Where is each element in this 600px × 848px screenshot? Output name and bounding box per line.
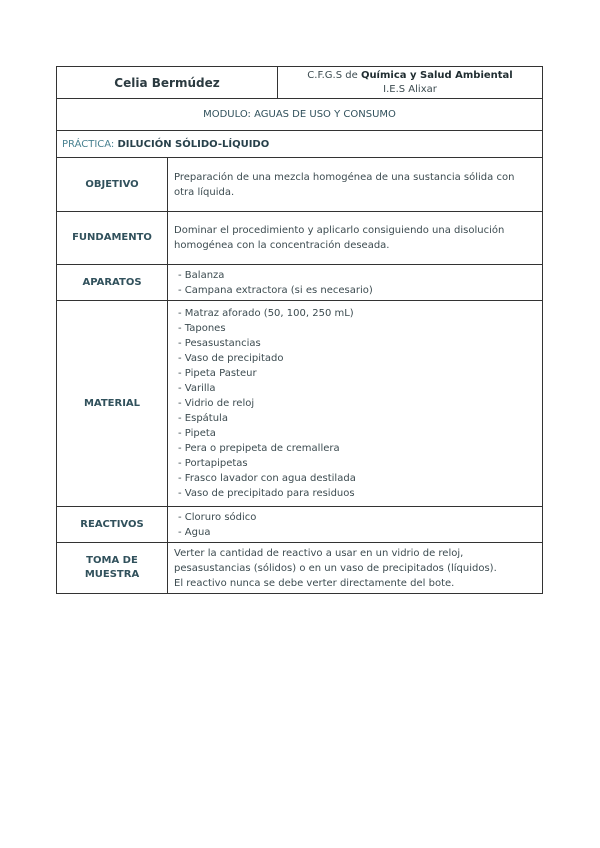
list-item: - Balanza [178, 268, 536, 283]
header-row [57, 67, 543, 99]
material-row [57, 301, 543, 507]
list-item: - Campana extractora (si es necesario) [178, 283, 536, 298]
material-label: MATERIAL [57, 301, 168, 507]
toma-text-line2: El reactivo nunca se debe verter directamente del bote. [174, 577, 455, 589]
material-list [174, 306, 536, 501]
list-item: - Pera o prepipeta de cremallera [178, 441, 536, 456]
course-prefix: C.F.G.S de [307, 69, 358, 81]
reactivos-row [57, 507, 543, 543]
reactivos-list-cell [168, 507, 543, 543]
toma-muestra-text [168, 543, 543, 594]
list-item: - Vidrio de reloj [178, 396, 536, 411]
list-item: - Frasco lavador con agua destilada [178, 471, 536, 486]
toma-text-line1: Verter la cantidad de reactivo a usar en un vidrio de reloj, pesasustancias (sólidos) o en un vaso de precipitados (líquidos). [174, 547, 497, 574]
module-row [57, 99, 543, 131]
list-item: - Portapipetas [178, 456, 536, 471]
aparatos-list [174, 268, 536, 298]
list-item: - Agua [178, 525, 536, 540]
objetivo-label: OBJETIVO [57, 158, 168, 212]
practica-row [57, 131, 543, 158]
toma-muestra-label [57, 543, 168, 594]
toma-muestra-row [57, 543, 543, 594]
list-item: - Cloruro sódico [178, 510, 536, 525]
objetivo-text: Preparación de una mezcla homogénea de una sustancia sólida con otra líquida. [168, 158, 543, 212]
fundamento-text: Dominar el procedimiento y aplicarlo consiguiendo una disolución homogénea con la concentración deseada. [168, 212, 543, 265]
list-item: - Espátula [178, 411, 536, 426]
list-item: - Pesasustancias [178, 336, 536, 351]
list-item: - Varilla [178, 381, 536, 396]
practice-table [56, 66, 543, 594]
practica-label: PRÁCTICA: [62, 138, 115, 150]
aparatos-list-cell [168, 265, 543, 301]
practice-sheet [56, 66, 542, 594]
fundamento-row [57, 212, 543, 265]
list-item: - Tapones [178, 321, 536, 336]
toma-label-line1: TOMA DE [86, 555, 138, 566]
aparatos-row [57, 265, 543, 301]
toma-label-line2: MUESTRA [84, 569, 140, 580]
aparatos-label: APARATOS [57, 265, 168, 301]
module-title: MODULO: AGUAS DE USO Y CONSUMO [57, 99, 543, 131]
list-item: - Pipeta [178, 426, 536, 441]
reactivos-list [174, 510, 536, 540]
school-name: I.E.S Alixar [383, 83, 437, 95]
reactivos-label: REACTIVOS [57, 507, 168, 543]
course-name: Química y Salud Ambiental [360, 69, 513, 81]
practica-name: DILUCIÓN SÓLIDO-LÍQUIDO [117, 138, 270, 150]
list-item: - Vaso de precipitado para residuos [178, 486, 536, 501]
course-info [278, 67, 543, 99]
list-item: - Vaso de precipitado [178, 351, 536, 366]
objetivo-row [57, 158, 543, 212]
course-line [278, 69, 542, 83]
list-item: - Matraz aforado (50, 100, 250 mL) [178, 306, 536, 321]
author-name: Celia Bermúdez [57, 67, 278, 99]
list-item: - Pipeta Pasteur [178, 366, 536, 381]
fundamento-label: FUNDAMENTO [57, 212, 168, 265]
material-list-cell [168, 301, 543, 507]
practica-title [57, 131, 543, 158]
